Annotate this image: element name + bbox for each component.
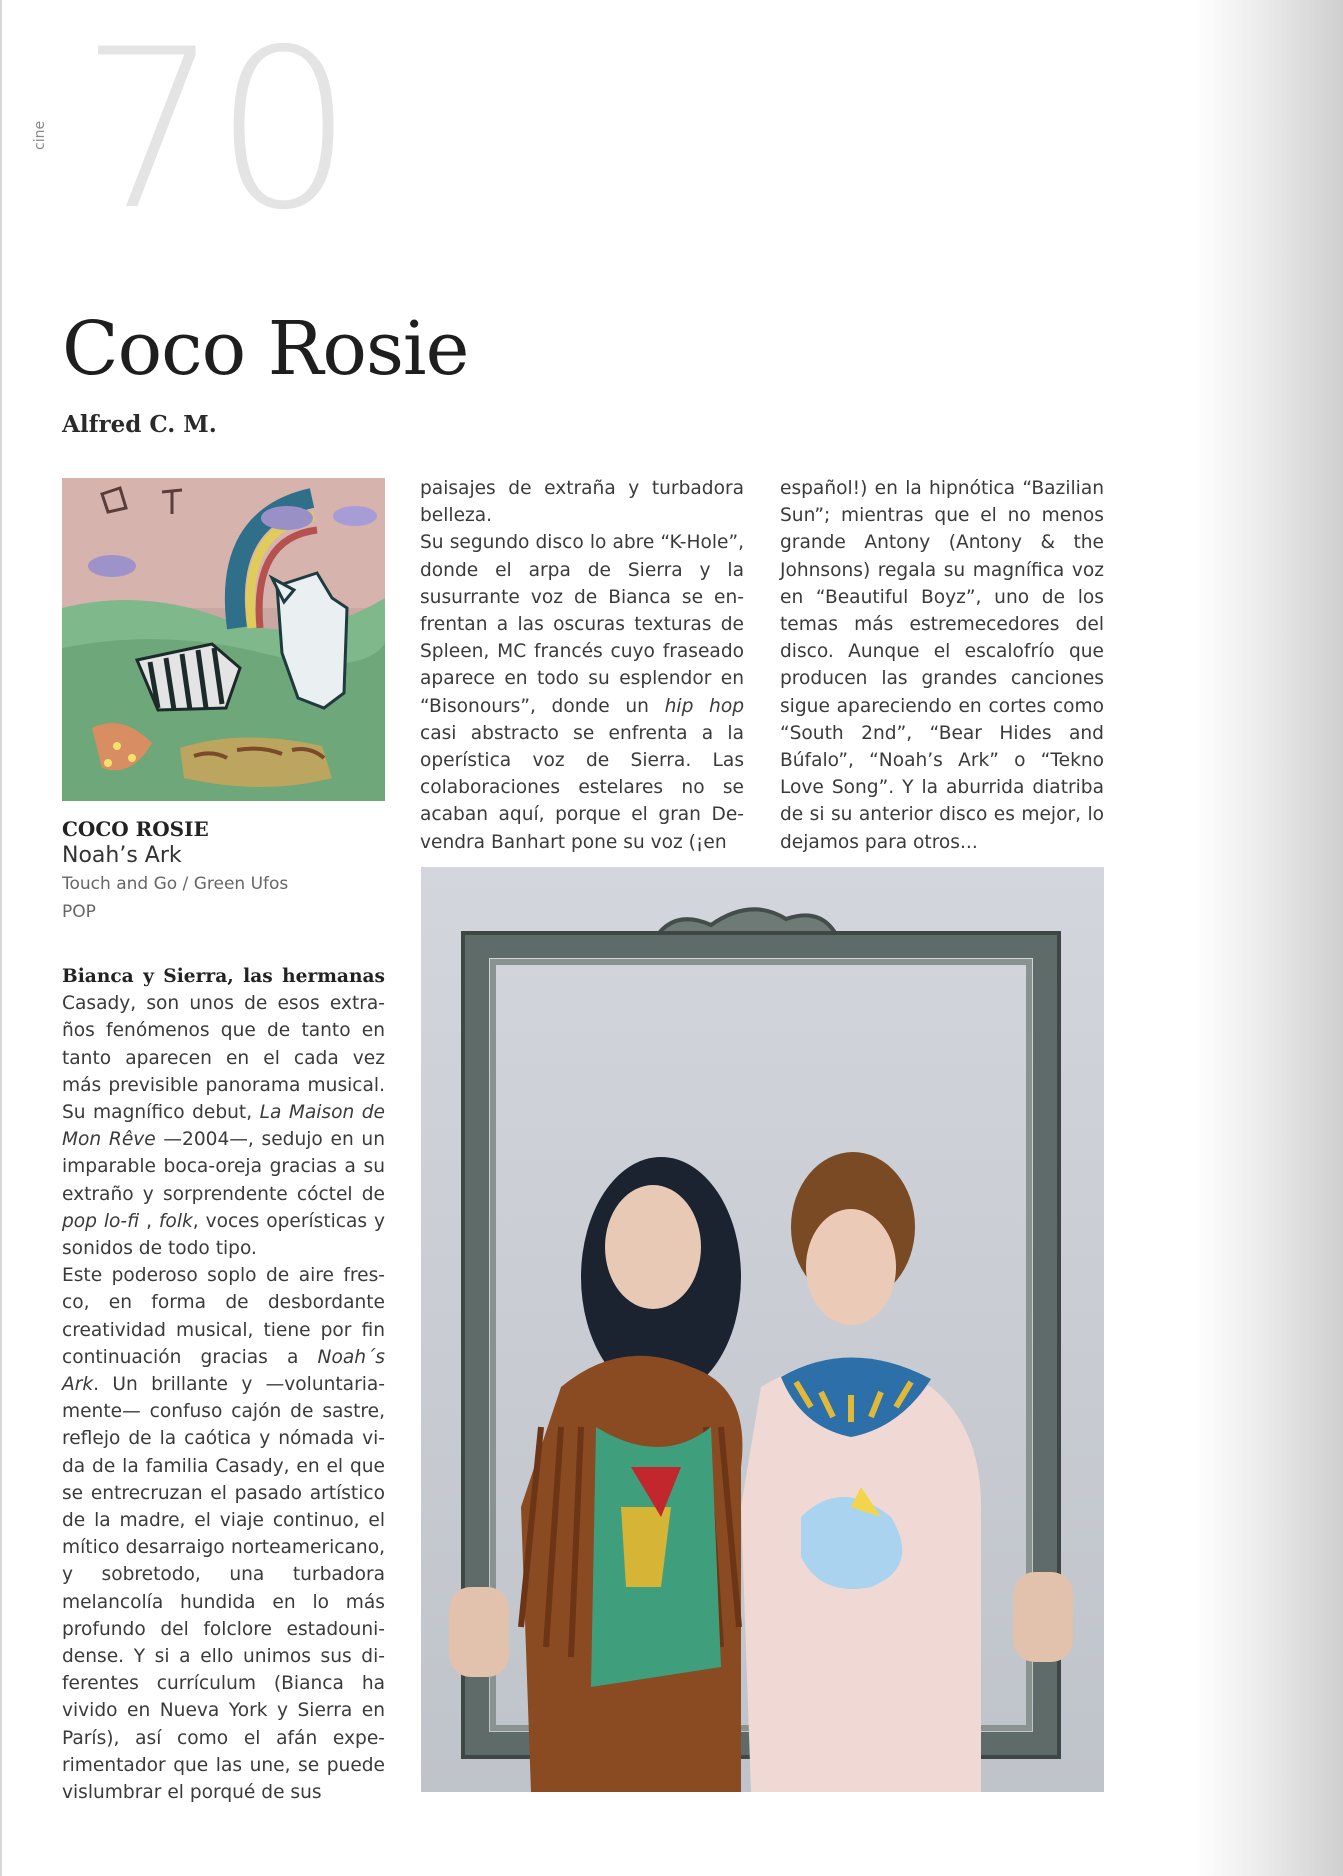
body-italic: hip hop [664, 695, 744, 717]
body-italic: pop lo-fi [62, 1210, 140, 1232]
album-cover-illustration [62, 478, 385, 801]
album-genre: POP [62, 902, 96, 922]
album-artist: COCO ROSIE [62, 817, 209, 841]
album-cover-image [62, 478, 385, 801]
body-italic: La Maison de Mon Rêve [62, 1102, 385, 1151]
body-text: . Un brillante y —voluntariamente— confuso cajón de sastre, reflejo de la caótica y nómada vida de la familia Casady, en el que se entrecruzan el pasado artístico de la madre, el viaje continuo, el mítico desarraigo norteamericano, y sobretodo, una turbadora melancolía hundida en lo más profundo del folclore estadounidense. Y si a ello unimos sus diferentes currículum (Bianca ha vivido en Nueva York y Sierra en París), así como el afán experimentador que las une, se puede vislumbrar el porqué de sus [62, 1374, 385, 1804]
band-photo-illustration [421, 867, 1104, 1792]
body-italic: Noah´s Ark [62, 1346, 385, 1396]
article-title: Coco Rosie [62, 306, 469, 392]
album-label: Touch and Go / Green Ufos [62, 874, 289, 894]
body-text: Este poderoso soplo de aire fresco, en forma de desbordante creatividad musical, tiene por fin continuación gracias a [62, 1265, 385, 1368]
body-paragraph: paisajes de extraña y turbadora belleza. [420, 478, 744, 527]
page-gutter-shadow [1193, 0, 1343, 1876]
body-text: Su segundo disco lo abre “K-Hole”, donde el arpa de Sierra y la susurrante voz de Bianca se enfrentan a las oscuras texturas de Spleen, MC francés cuyo fraseado aparece en todo su esplendor en “Bisonours”, donde un [420, 532, 744, 717]
page-number: 70 [80, 2, 348, 258]
body-paragraph: español!) en la hipnótica “Bazilian Sun”; mientras que el no menos grande Antony (Antony & the Johnsons) regala su magnífica voz en “Beautiful Boyz”, uno de los temas más estremecedores del disco. Aunque el escalofrío que producen las grandes canciones sigue apareciendo en cortes como “South 2nd”, “Bear Hides and Búfalo”, “Noah’s Ark” o “Tekno Love Song”. Y la aburrida diatriba de si su anterior disco es mejor, lo dejamos para otros... [780, 478, 1104, 853]
body-text: casi abstracto se enfrenta a la operística voz de Sierra. Las colaboraciones estelares no se acaban aquí, porque el gran Devendra Banhart pone su voz (¡en [420, 722, 744, 853]
body-column-2 [420, 475, 744, 856]
section-label: cine [32, 120, 48, 150]
band-photo [421, 867, 1104, 1792]
body-text: —2004—, sedujo en un imparable boca-oreja gracias a su extraño y sorprendente cóctel de [62, 1129, 386, 1205]
body-text: , [139, 1210, 159, 1232]
body-italic: folk [158, 1210, 193, 1232]
body-paragraph [62, 1262, 385, 1806]
body-text: Casady, son unos de esos extraños fenómenos que de tanto en tanto aparecen en el cada vez más previsible panorama musical. Su magnífico debut, [62, 993, 385, 1124]
page-left-edge [0, 0, 2, 1876]
body-text: , voces operísticas y sonidos de todo tipo. [62, 1210, 385, 1260]
body-column-3 [780, 475, 1104, 856]
album-info [62, 816, 392, 926]
album-title: Noah’s Ark [62, 843, 182, 868]
article-author: Alfred C. M. [62, 411, 217, 438]
body-paragraph [420, 529, 744, 855]
body-paragraph [62, 963, 385, 1262]
body-column-1 [62, 963, 385, 1806]
body-lead: Bianca y Sierra, las hermanas [62, 966, 385, 987]
